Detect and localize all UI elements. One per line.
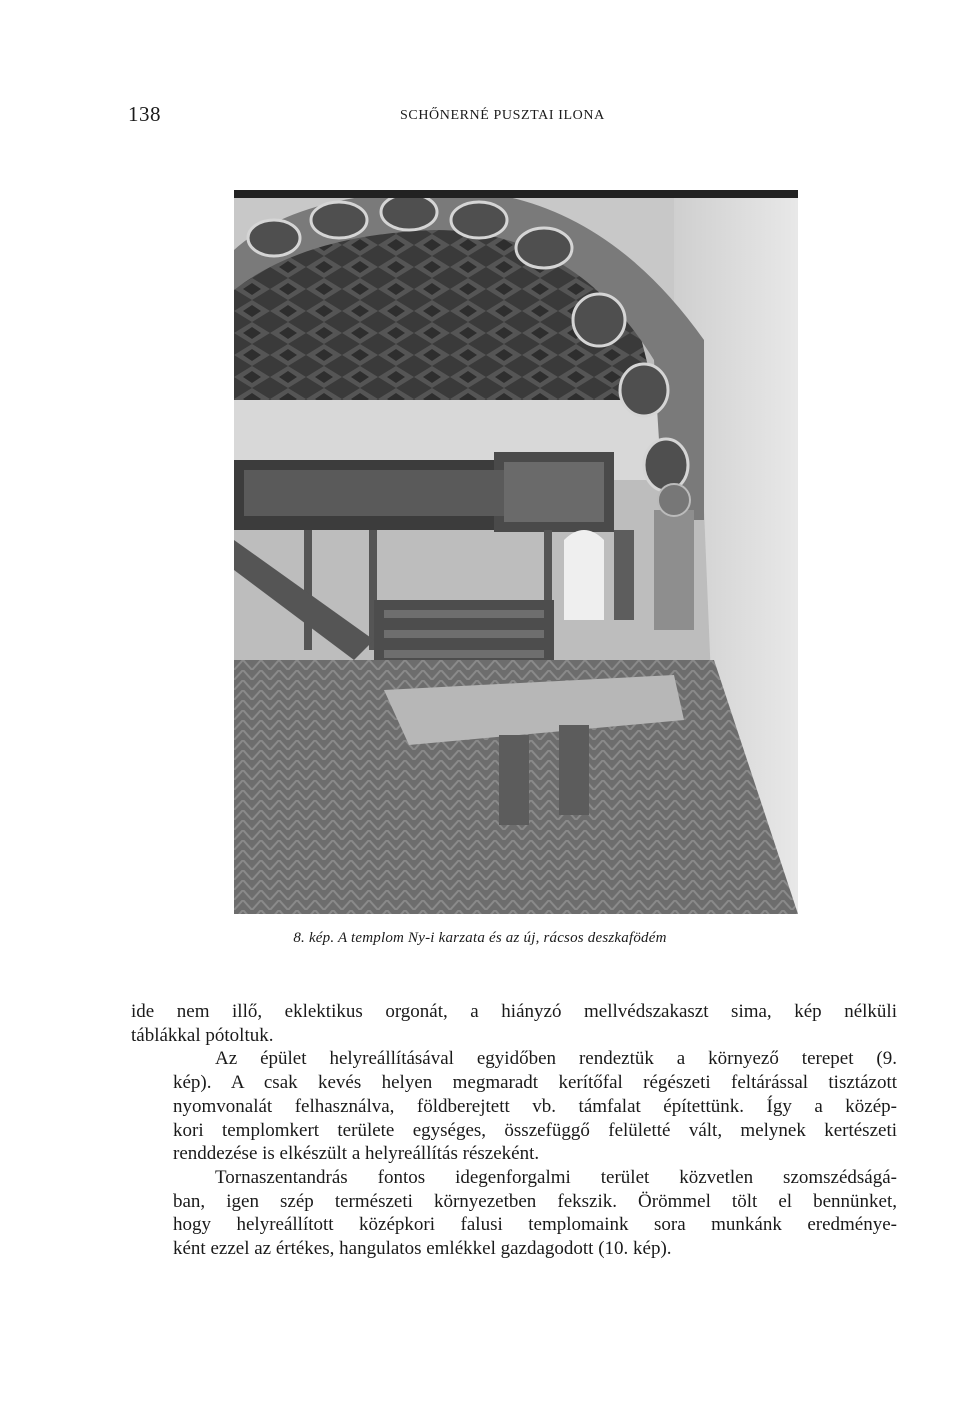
paragraph-2	[131, 1047, 897, 1166]
text-line: hogy helyreállított középkori falusi templomaink sora munkánk eredménye-	[173, 1214, 897, 1236]
text-line: nyomvonalát felhasználva, földberejtett vb. támfalat építettünk. Így a közép-	[173, 1095, 897, 1117]
church-interior-photo	[234, 190, 798, 914]
page-number: 138	[128, 102, 161, 126]
text-line: ide nem illő, eklektikus orgonát, a hiányzó mellvédszakaszt sima, kép nélküli	[131, 1001, 897, 1022]
text-line: Az épület helyreállításával egyidőben rendeztük a környező terepet (9.	[215, 1048, 897, 1070]
paragraph-3	[131, 1166, 897, 1261]
text-line: ban, igen szép természeti környezetben fekszik. Örömmel tölt el bennünket,	[173, 1190, 897, 1212]
figure-caption: 8. kép. A templom Ny-i karzata és az új, rácsos deszkafödém	[293, 930, 667, 946]
text-line: ként ezzel az értékes, hangulatos emlékkel gazdagodott (10. kép).	[173, 1238, 672, 1260]
text-line: táblákkal pótoltuk.	[131, 1024, 274, 1046]
text-line: Tornaszentandrás fontos idegenforgalmi terület közvetlen szomszédságá-	[215, 1166, 897, 1188]
text-line: kép). A csak kevés helyen megmaradt kerítőfal régészeti feltárással tisztázott	[173, 1072, 897, 1094]
paragraph-1	[131, 1000, 897, 1047]
text-line: kori templomkert területe egységes, összefüggő felületté vált, melynek kertészeti	[173, 1119, 897, 1141]
text-line: renddezése is elkészült a helyreállítás részeként.	[173, 1143, 540, 1165]
running-head: SCHŐNERNÉ PUSZTAI ILONA	[400, 108, 605, 123]
body-text	[131, 1000, 897, 1261]
